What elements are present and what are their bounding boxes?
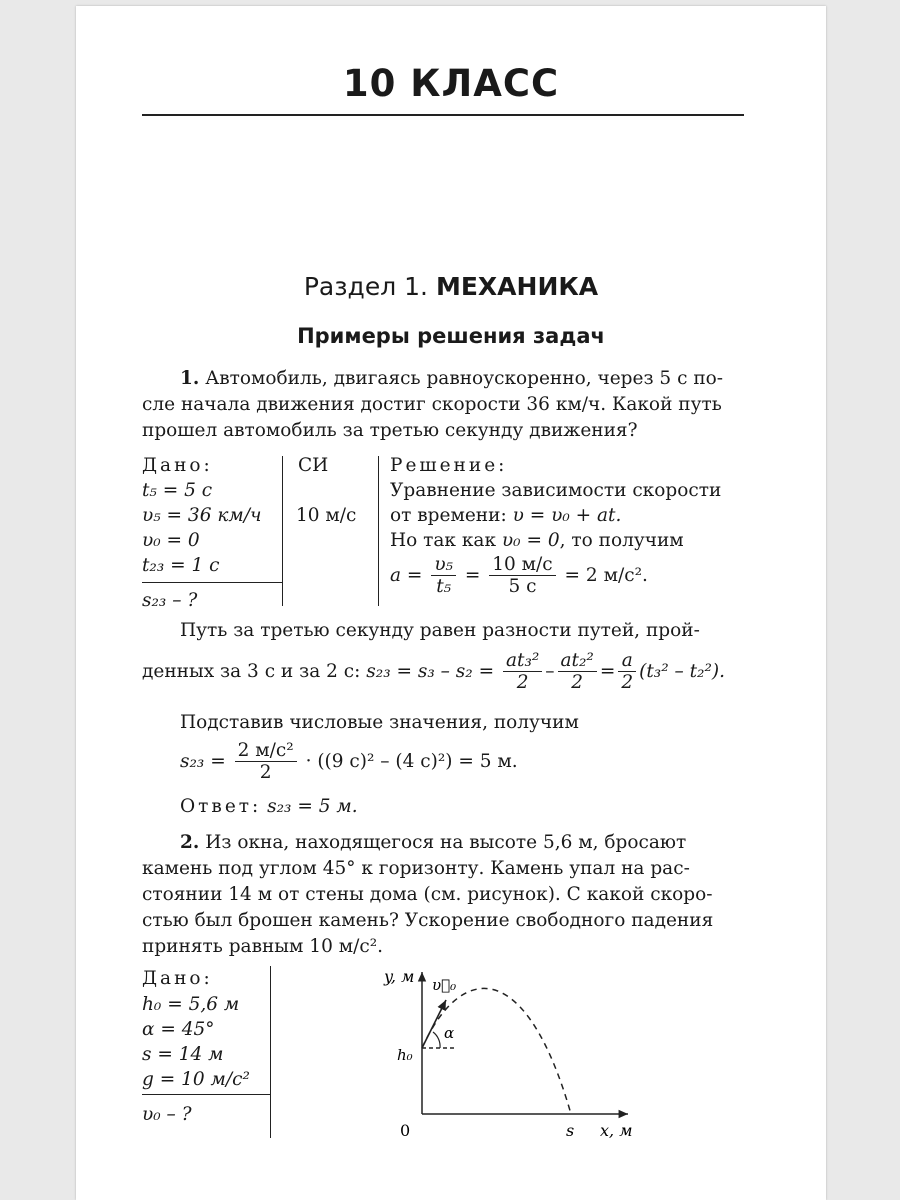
problem2-line1 <box>180 832 686 853</box>
p1-solution-label: Решение: <box>390 455 508 476</box>
p1-subst-num: 2 м/с² <box>235 740 297 762</box>
p1-solution-line3 <box>390 530 684 551</box>
grade-heading: 10 КЛАСС <box>342 62 560 105</box>
p1-acceleration-formula: a = $\frac{\text{υ₅}}{\text{t₅}}$ = $\frac{10 м/с}{5 с}$ = 2 м/с². <box>390 554 648 598</box>
section-title <box>76 272 826 301</box>
p1-velocity-equation: υ = υ₀ + at. <box>512 505 622 526</box>
p1-a-eq: a = <box>390 564 423 586</box>
p1-frac2-den: 5 с <box>508 576 537 598</box>
p2-find: υ₀ – ? <box>142 1104 192 1125</box>
problem1-line1 <box>180 368 723 389</box>
problem1-line3: прошел автомобиль за третью секунду движения? <box>142 420 638 441</box>
p1-sol-text2: от времени: <box>390 505 513 526</box>
section-prefix: Раздел 1. <box>303 272 428 301</box>
problem1-number: 1. <box>180 368 200 389</box>
trajectory-curve <box>422 988 571 1114</box>
subsection-title: Примеры решения задач <box>297 324 605 348</box>
p1-solution-line1: Уравнение зависимости скорости <box>390 480 722 501</box>
p1-path-frac1 <box>503 650 542 694</box>
p1-path-frac2-num: at₂² <box>558 650 597 672</box>
section-name: МЕХАНИКА <box>435 272 599 301</box>
y-axis-label: y, м <box>384 967 415 986</box>
p2-given-alpha: α = 45° <box>142 1019 215 1040</box>
p1-given-t5: t₅ = 5 с <box>142 480 213 501</box>
problem2-text1: Из окна, находящегося на высоте 5,6 м, бросают <box>205 832 687 853</box>
p1-subst-lhs: s₂₃ = <box>180 750 226 772</box>
origin-label: 0 <box>400 1121 411 1140</box>
heading-rule <box>142 114 744 116</box>
p1-frac1-num: υ₅ <box>431 554 456 576</box>
velocity-vector <box>422 1000 446 1048</box>
p1-path-formula-start: s₂₃ = s₃ – s₂ = <box>366 660 495 682</box>
book-page <box>76 6 826 1200</box>
p1-frac-values <box>489 554 555 598</box>
p1-frac2-num: 10 м/с <box>489 554 555 576</box>
p1-path-frac1-den: 2 <box>516 672 529 694</box>
p1-answer <box>180 796 358 817</box>
p2-given-label: Дано: <box>142 968 213 989</box>
problem1-text1: Автомобиль, двигаясь равноускоренно, через 5 с по- <box>205 368 724 389</box>
p1-subst-formula <box>180 740 518 784</box>
p1-given-v0: υ₀ = 0 <box>142 530 200 551</box>
p1-divider-si <box>378 456 379 606</box>
trajectory-figure <box>366 962 666 1142</box>
p1-divider-given <box>282 456 283 606</box>
p1-answer-label: Ответ: <box>180 796 262 817</box>
angle-arc <box>433 1032 440 1048</box>
p1-subst-rhs: · ((9 с)² – (4 с)²) = 5 м. <box>305 750 518 772</box>
problem2-line3: стоянии 14 м от стены дома (см. рисунок). С какой скоро- <box>142 884 713 905</box>
p1-path-frac2-den: 2 <box>571 672 584 694</box>
s-label: s <box>566 1121 575 1140</box>
p1-path-frac1-num: at₃² <box>503 650 542 672</box>
p1-path-frac3 <box>618 650 636 694</box>
p1-sol-text3-end: , то получим <box>559 530 684 551</box>
h0-label: h₀ <box>397 1046 413 1064</box>
p1-si-value: 10 м/с <box>296 505 357 526</box>
p1-si-label: СИ <box>298 455 329 476</box>
problem2-line2: камень под углом 45° к горизонту. Камень упал на рас- <box>142 858 690 879</box>
problem2-line4: стью был брошен камень? Ускорение свободного падения <box>142 910 714 931</box>
p1-path-text1: Путь за третью секунду равен разности путей, прой- <box>180 620 700 641</box>
p1-v0-zero: υ₀ = 0 <box>501 530 560 551</box>
p2-given-s: s = 14 м <box>142 1044 224 1065</box>
p1-find-rule <box>142 582 282 583</box>
p1-answer-value: s₂₃ = 5 м. <box>267 796 358 817</box>
problem1-line2: сле начала движения достиг скорости 36 км/ч. Какой путь <box>142 394 722 415</box>
p2-given-g: g = 10 м/с² <box>142 1069 250 1090</box>
p1-subst-frac <box>235 740 297 784</box>
p1-solution-line2 <box>390 505 621 526</box>
alpha-label: α <box>444 1024 455 1042</box>
p1-subst-den: 2 <box>259 762 272 784</box>
p1-path-line2: денных за 3 с и за 2 с: s₂₃ = s₃ – s₂ = $\frac{\text{at₃²}}{2}$ – $\frac{\text{at₂²}}{2}$ = $\frac{a}{2}$ (t₃² – t₂²). <box>142 650 725 694</box>
p1-a-result: = 2 м/с². <box>564 564 648 586</box>
problem2-number: 2. <box>180 832 200 853</box>
p1-frac1-den: t₅ <box>436 576 452 598</box>
p1-given-v5: υ₅ = 36 км/ч <box>142 505 262 526</box>
problem2-line5: принять равным 10 м/с². <box>142 936 384 957</box>
p2-given-h0: h₀ = 5,6 м <box>142 994 240 1015</box>
p2-divider-given <box>270 966 271 1138</box>
x-axis-label: x, м <box>600 1121 633 1140</box>
p2-find-rule <box>142 1094 270 1095</box>
p1-given-t23: t₂₃ = 1 с <box>142 555 220 576</box>
p1-path-formula-end: (t₃² – t₂²). <box>639 660 725 682</box>
p1-find: s₂₃ – ? <box>142 590 198 611</box>
v0-label: υ⃗₀ <box>432 976 457 994</box>
p1-frac-v-over-t <box>431 554 456 598</box>
p1-path-frac2 <box>558 650 597 694</box>
p1-path-text2: денных за 3 с и за 2 с: <box>142 660 361 682</box>
p1-subst-text: Подставив числовые значения, получим <box>180 712 579 733</box>
p1-path-frac3-den: 2 <box>621 672 634 694</box>
p1-path-frac3-num: a <box>618 650 636 672</box>
p1-given-label: Дано: <box>142 455 213 476</box>
p1-sol-text3: Но так как <box>390 530 502 551</box>
